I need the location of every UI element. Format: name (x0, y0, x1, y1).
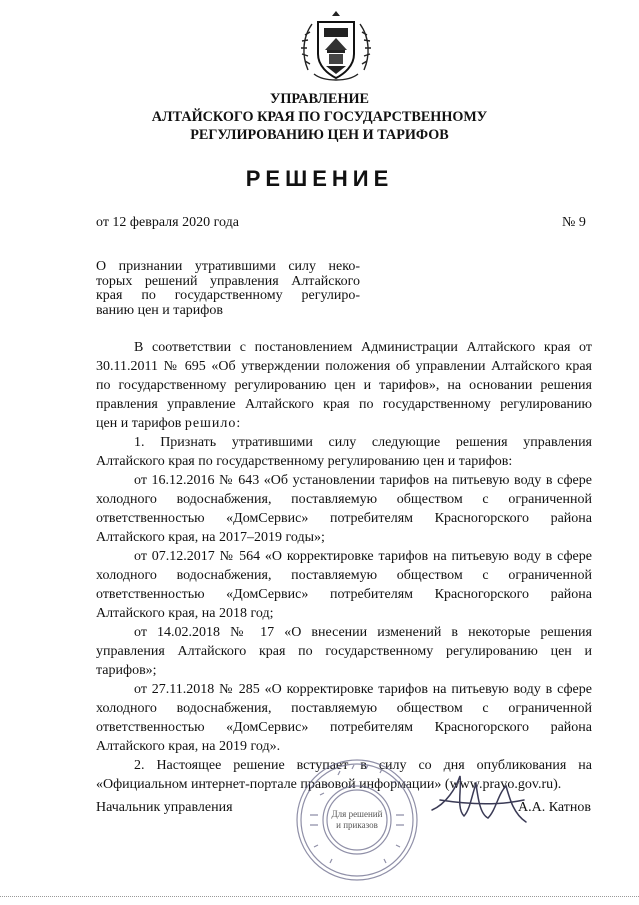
body-line: 1. Признать утратившими силу следующие решения управления (134, 435, 592, 450)
body-line: Алтайского края, на 2019 год». (96, 739, 281, 754)
body-line: Алтайского края, на 2017–2019 годы»; (96, 530, 325, 545)
body-line: тарифов»; (96, 663, 157, 678)
coat-of-arms-icon (296, 8, 376, 88)
body-line: ответственностью «ДомСервис» потребителям Красногорского района (96, 587, 592, 602)
document-number: № 9 (562, 215, 586, 230)
subject-line: О признании утратившими силу неко- (96, 259, 360, 274)
body-line: цен и тарифов (96, 416, 182, 431)
body-line: управления Алтайского края по государственному регулированию цен и (96, 644, 592, 659)
page-bottom-divider (0, 896, 639, 897)
official-seal-icon (292, 755, 422, 885)
org-line-1: УПРАВЛЕНИЕ (269, 91, 370, 107)
body-line: ответственностью «ДомСервис» потребителям Красногорского района (96, 720, 592, 735)
body-line: от 07.12.2017 № 564 «О корректировке тарифов на питьевую воду в сфере (134, 549, 592, 564)
org-line-2: АЛТАЙСКОГО КРАЯ ПО ГОСУДАРСТВЕННОМУ (151, 109, 488, 125)
body-line: 30.11.2011 № 695 «Об утверждении положения об управлении Алтайского края (96, 359, 592, 374)
stamp-text-line-1: Для решений (331, 809, 383, 819)
organization-header (0, 90, 639, 144)
document-body (96, 338, 592, 794)
org-line-3: РЕГУЛИРОВАНИЮ ЦЕН И ТАРИФОВ (190, 127, 449, 143)
body-line: от 14.02.2018 № 17 «О внесении изменений в некоторые решения (134, 625, 592, 640)
body-line: правления управление Алтайского края по государственному регулированию (96, 397, 592, 412)
document-date: от 12 февраля 2020 года (96, 215, 239, 230)
subject-line: ванию цен и тарифов (96, 302, 223, 318)
body-line: холодного водоснабжения, поставляемую обществом с ограниченной (96, 568, 592, 583)
body-line: В соответствии с постановлением Администрации Алтайского края от (134, 340, 592, 355)
document-subject (96, 260, 360, 318)
body-line: от 27.11.2018 № 285 «О корректировке тарифов на питьевую воду в сфере (134, 682, 592, 697)
body-line: Алтайского края, на 2018 год; (96, 606, 274, 621)
stamp-text-line-2: и приказов (336, 820, 378, 830)
subject-line: торых решений управления Алтайского (96, 273, 360, 289)
body-line: Алтайского края по государственному регулированию цен и тарифов: (96, 454, 513, 469)
body-line: 2. Настоящее решение вступает в силу со дня опубликования на (134, 758, 592, 773)
body-line: по государственному регулированию цен и тарифов», на основании решения (96, 378, 592, 393)
body-line-resolution (96, 414, 592, 433)
body-line: холодного водоснабжения, поставляемую обществом с ограниченной (96, 492, 592, 507)
body-line: ответственностью «ДомСервис» потребителям Красногорского района (96, 511, 592, 526)
body-line: «Официальном интернет-портале правовой информации» (www.pravo.gov.ru). (96, 777, 562, 792)
subject-line: края по государственному регулиро- (96, 288, 360, 303)
signatory-name: А.А. Катнов (518, 800, 591, 815)
body-line: от 16.12.2016 № 643 «Об установлении тарифов на питьевую воду в сфере (134, 473, 592, 488)
signatory-role: Начальник управления (96, 800, 233, 815)
body-line: холодного водоснабжения, поставляемую обществом с ограниченной (96, 701, 592, 716)
document-title: РЕШЕНИЕ (245, 166, 394, 191)
resolved-word: решило: (184, 416, 242, 431)
